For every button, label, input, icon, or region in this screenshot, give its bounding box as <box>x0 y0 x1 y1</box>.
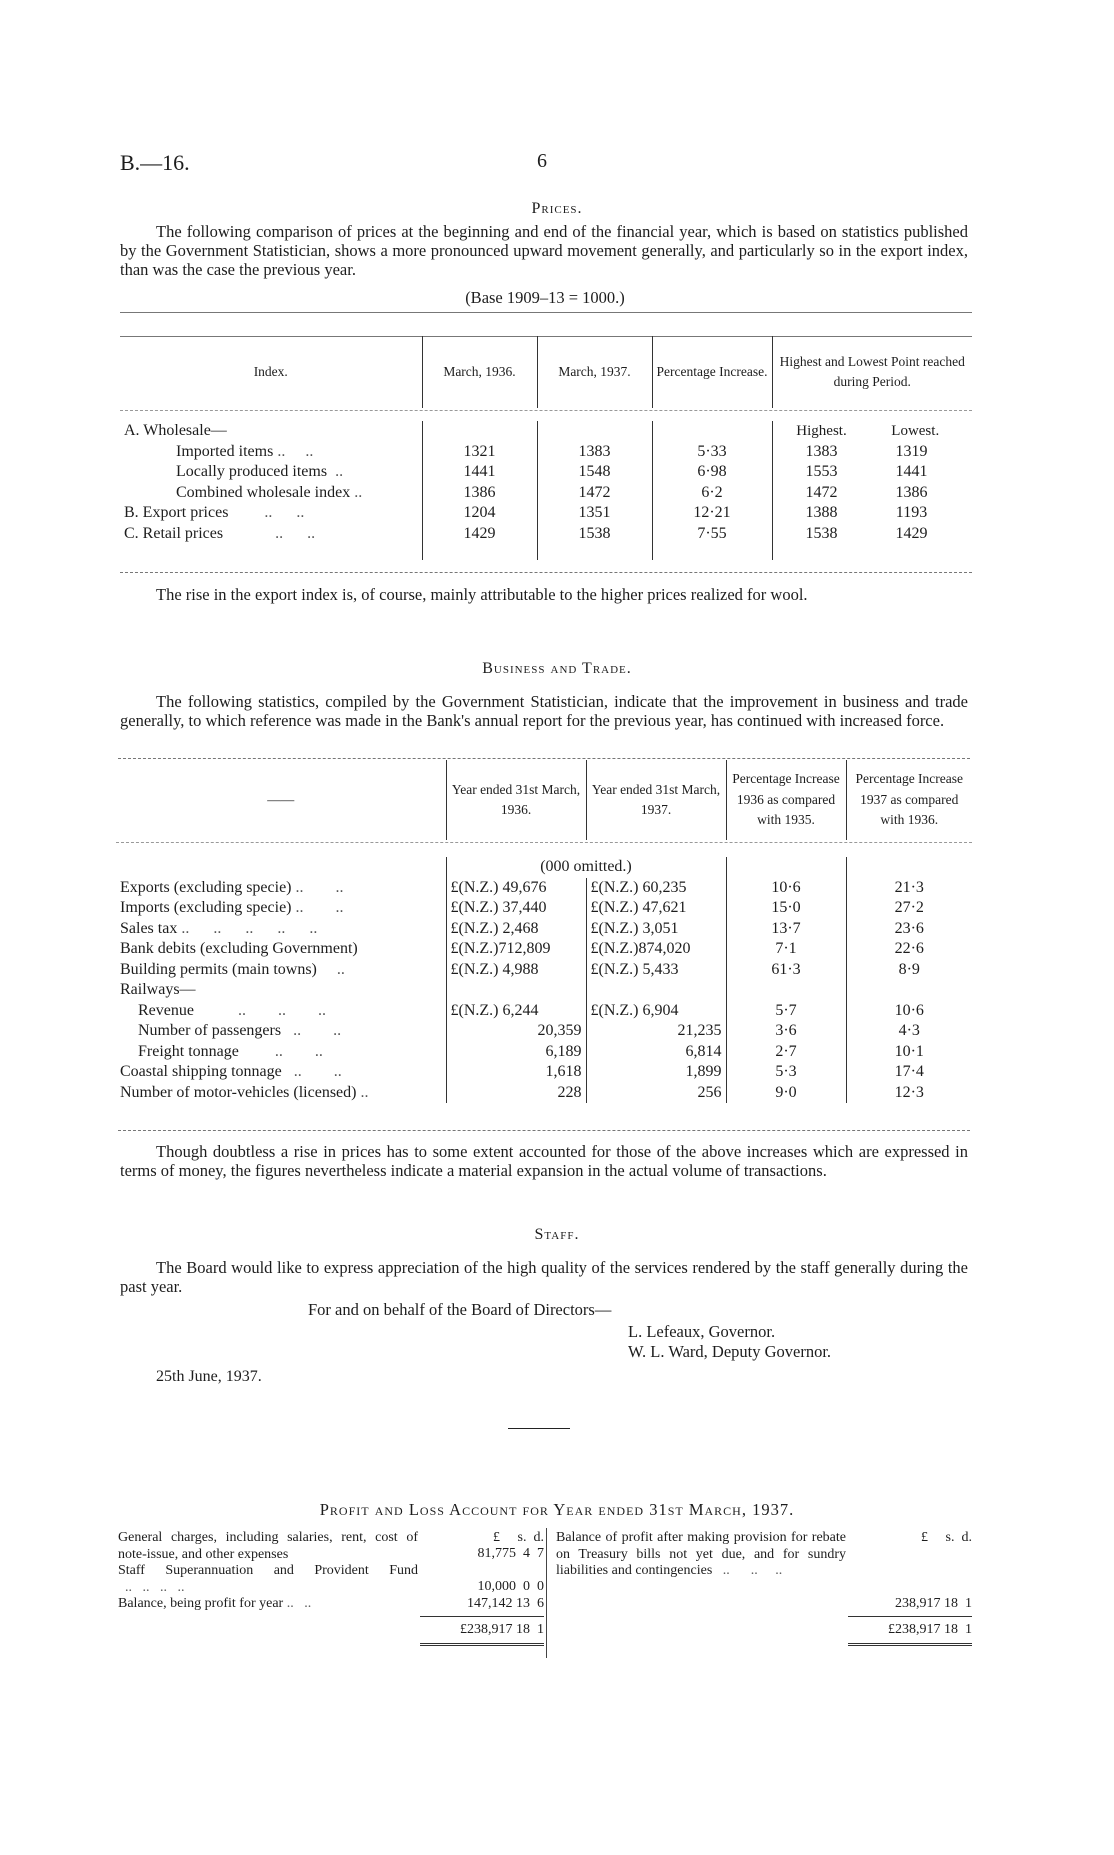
cell: 4·3 <box>846 1021 972 1042</box>
row-label: Coastal shipping tonnage <box>120 1063 282 1080</box>
pl-left-item: Staff Superannuation and Provident Fund .. .. .. .. <box>118 1563 418 1595</box>
table-row: Imports (excluding specie) .. .. £(N.Z.) 37,440 £(N.Z.) 47,621 15·0 27·2 <box>116 898 972 919</box>
cell: 1538 <box>805 524 838 542</box>
cell: £(N.Z.) 4,988 <box>446 960 586 981</box>
cell: 1429 <box>895 524 928 542</box>
report-date: 25th June, 1937. <box>156 1368 262 1385</box>
cell: 256 <box>586 1083 726 1104</box>
table-row: Imported items .. .. 1321 1383 5·33 1383 1319 <box>120 442 972 463</box>
col-pct-1937: Percentage Increase 1937 as compared with 1936. <box>846 760 972 840</box>
cell: 10·1 <box>846 1042 972 1063</box>
cell: 20,359 <box>446 1021 586 1042</box>
table-row: C. Retail prices .. .. 1429 1538 7·55 1538 1429 <box>120 524 972 545</box>
col-year-1936: Year ended 31st March, 1936. <box>446 760 586 840</box>
cell: 12·21 <box>652 503 772 524</box>
row-label: Revenue <box>138 1001 194 1019</box>
row-label: Locally produced items <box>176 463 328 480</box>
col-march-1936: March, 1936. <box>422 336 537 408</box>
col-blank: —— <box>267 791 295 807</box>
prices-table <box>120 336 972 560</box>
cell: 27·2 <box>846 898 972 919</box>
pl-divider <box>546 1528 548 1658</box>
col-highest-lowest: Highest and Lowest Point reached during Period. <box>772 336 972 408</box>
pl-left-total-rule <box>420 1643 544 1646</box>
group-railways: Railways— <box>120 981 196 998</box>
page-number: 6 <box>537 150 547 172</box>
row-label: Combined wholesale index <box>176 483 351 501</box>
row-label: B. Export prices <box>124 504 229 521</box>
cell: 228 <box>446 1083 586 1104</box>
cell: 1383 <box>805 442 838 460</box>
cell: 1351 <box>537 503 652 524</box>
pl-right-amount: 238,917 18 1 <box>895 1596 972 1611</box>
row-label: Bank debits (excluding Government) <box>120 940 358 957</box>
row-label: Exports (excluding specie) <box>120 878 292 896</box>
cell: 1386 <box>422 483 537 504</box>
cell: 1441 <box>895 463 928 480</box>
business-note: Though doubtless a rise in prices has to some extent accounted for those of the above increases which are expressed in terms of money, the figures nevertheless indicate a material expansion in the actual volume of transactions. <box>120 1142 968 1180</box>
cell: £(N.Z.) 3,051 <box>586 919 726 940</box>
col-index: Index. <box>253 363 288 379</box>
cell: 21·3 <box>846 878 972 899</box>
row-label: Number of passengers <box>138 1022 282 1039</box>
cell: 1321 <box>422 442 537 463</box>
cell: 17·4 <box>846 1062 972 1083</box>
pl-right-item: Balance of profit after making provision for rebate on Treasury bills not yet due, and for sundry liabilities and contingencies .. .. .. <box>556 1530 846 1578</box>
signature-governor: L. Lefeaux, Governor. <box>628 1322 776 1341</box>
table-row: Number of motor-vehicles (licensed) .. 228 256 9·0 12·3 <box>116 1083 972 1104</box>
cell: 5·3 <box>726 1062 846 1083</box>
group-wholesale: A. Wholesale— <box>124 422 227 439</box>
table-row: Building permits (main towns) .. £(N.Z.) 4,988 £(N.Z.) 5,433 61·3 8·9 <box>116 960 972 981</box>
row-label: Freight tonnage <box>138 1042 239 1060</box>
pl-left-item <box>118 1530 418 1563</box>
prices-note: The rise in the export index is, of course, mainly attributable to the higher prices realized for wool. <box>156 585 808 604</box>
cell: £(N.Z.) 6,904 <box>586 1001 726 1022</box>
cell: 1,899 <box>586 1062 726 1083</box>
cell: 1441 <box>422 462 537 483</box>
signature-deputy-governor: W. L. Ward, Deputy Governor. <box>628 1342 832 1361</box>
cell: £(N.Z.) 37,440 <box>446 898 586 919</box>
row-label: Number of motor-vehicles (licensed) <box>120 1083 357 1101</box>
pl-left-amount: 147,142 13 6 <box>467 1596 544 1611</box>
row-label: C. Retail prices <box>124 524 224 542</box>
col-pct-1936: Percentage Increase 1936 as compared with 1935. <box>726 760 846 840</box>
cell: 7·1 <box>726 939 846 960</box>
cell: 10·6 <box>846 1001 972 1022</box>
pl-right-total: £238,917 18 1 <box>888 1622 972 1637</box>
pl-right-label: Balance of profit after making provision for rebate on Treasury bills not yet due, and for sundry liabilities and contingencies <box>556 1530 846 1578</box>
cell: 1548 <box>537 462 652 483</box>
pl-currency-head-right: £ s. d. <box>921 1530 972 1545</box>
pl-left-amount: 10,000 0 0 <box>477 1579 544 1594</box>
pl-left-amount: 81,775 4 7 <box>477 1546 544 1561</box>
cell: 1553 <box>805 463 838 480</box>
sub-col-lowest: Lowest. <box>891 423 940 439</box>
cell: £(N.Z.) 49,676 <box>446 878 586 899</box>
row-label: Imported items <box>176 442 274 460</box>
document-reference: B.—16. <box>120 150 190 175</box>
business-top-rule <box>118 758 970 759</box>
cell: 12·3 <box>846 1083 972 1104</box>
table-row <box>116 939 972 960</box>
col-year-1937: Year ended 31st March, 1937. <box>586 760 726 840</box>
cell: 1472 <box>805 483 838 501</box>
cell: 1383 <box>537 442 652 463</box>
table-row: Sales tax .. .. .. .. .. £(N.Z.) 2,468 £(N.Z.) 3,051 13·7 23·6 <box>116 919 972 940</box>
pl-title: Profit and Loss Account for Year ended 31st March, 1937. <box>319 1500 795 1519</box>
prices-top-rule <box>120 312 972 313</box>
cell: 5·7 <box>726 1001 846 1022</box>
cell: 3·6 <box>726 1021 846 1042</box>
cell: 1319 <box>895 442 928 460</box>
cell: 1,618 <box>446 1062 586 1083</box>
row-label: Sales tax <box>120 919 178 937</box>
cell: 61·3 <box>726 960 846 981</box>
table-row: Exports (excluding specie) .. .. £(N.Z.) 49,676 £(N.Z.) 60,235 10·6 21·3 <box>116 878 972 899</box>
pl-left-subtotal-rule <box>420 1616 544 1617</box>
omitted-note: (000 omitted.) <box>446 857 726 878</box>
table-row: Number of passengers .. .. 20,359 21,235 3·6 4·3 <box>116 1021 972 1042</box>
staff-title: Staff. <box>534 1226 580 1243</box>
cell: £(N.Z.) 6,244 <box>446 1001 586 1022</box>
cell: 23·6 <box>846 919 972 940</box>
cell: 1538 <box>537 524 652 545</box>
cell: 22·6 <box>846 939 972 960</box>
pl-left-label: General charges, including salaries, rent, cost of note-issue, and other expenses <box>118 1530 418 1562</box>
cell: 5·33 <box>652 442 772 463</box>
cell: £(N.Z.)712,809 <box>446 939 586 960</box>
cell: 1193 <box>895 504 928 521</box>
prices-base: (Base 1909–13 = 1000.) <box>465 288 625 307</box>
sub-col-highest: Highest. <box>796 423 847 439</box>
table-row: Locally produced items .. 1441 1548 6·98 1553 1441 <box>120 462 972 483</box>
pl-left-total: £238,917 18 1 <box>460 1622 544 1637</box>
prices-intro: The following comparison of prices at the beginning and end of the financial year, which is based on statistics published by the Government Statistician, shows a more pronounced upward movement generally, and particularly so in the export index, than was the case the previous year. <box>120 222 968 279</box>
cell: 1472 <box>537 483 652 504</box>
pl-left-item: Balance, being profit for year .. .. <box>118 1596 312 1611</box>
cell: 15·0 <box>726 898 846 919</box>
col-percentage-increase: Percentage Increase. <box>652 336 772 408</box>
cell: 2·7 <box>726 1042 846 1063</box>
cell: 6·98 <box>652 462 772 483</box>
pl-left-label: Balance, being profit for year <box>118 1596 284 1611</box>
pl-right-total-rule <box>848 1643 972 1646</box>
cell: 13·7 <box>726 919 846 940</box>
cell: £(N.Z.) 60,235 <box>586 878 726 899</box>
staff-text: The Board would like to express appreciation of the high quality of the services rendered by the staff generally during the past year. <box>120 1258 968 1296</box>
cell: 1386 <box>895 483 928 501</box>
cell: 1204 <box>422 503 537 524</box>
cell: £(N.Z.) 5,433 <box>586 960 726 981</box>
cell: 1388 <box>805 504 838 521</box>
prices-title: Prices. <box>531 200 583 217</box>
table-row: Revenue .. .. .. £(N.Z.) 6,244 £(N.Z.) 6,904 5·7 10·6 <box>116 1001 972 1022</box>
cell: 9·0 <box>726 1083 846 1104</box>
business-bottom-rule <box>118 1130 970 1131</box>
separator-rule <box>508 1428 570 1429</box>
cell: 6·2 <box>652 483 772 504</box>
behalf-line: For and on behalf of the Board of Directors— <box>308 1300 612 1319</box>
pl-left-label: Staff Superannuation and Provident Fund <box>118 1563 418 1578</box>
cell: 1429 <box>422 524 537 545</box>
business-table <box>116 760 972 1103</box>
table-row: Freight tonnage .. .. 6,189 6,814 2·7 10·1 <box>116 1042 972 1063</box>
col-march-1937: March, 1937. <box>537 336 652 408</box>
cell: £(N.Z.) 2,468 <box>446 919 586 940</box>
cell: £(N.Z.)874,020 <box>586 939 726 960</box>
table-row: Combined wholesale index .. 1386 1472 6·2 1472 1386 <box>120 483 972 504</box>
table-row: Coastal shipping tonnage .. .. 1,618 1,899 5·3 17·4 <box>116 1062 972 1083</box>
business-title: Business and Trade. <box>482 660 632 677</box>
row-label: Building permits (main towns) <box>120 960 317 978</box>
prices-bottom-rule <box>120 572 972 573</box>
table-row: B. Export prices .. .. 1204 1351 12·21 1388 1193 <box>120 503 972 524</box>
cell: 7·55 <box>652 524 772 545</box>
cell: £(N.Z.) 47,621 <box>586 898 726 919</box>
cell: 8·9 <box>846 960 972 981</box>
pl-right-subtotal-rule <box>848 1616 972 1617</box>
cell: 6,814 <box>586 1042 726 1063</box>
cell: 6,189 <box>446 1042 586 1063</box>
cell: 21,235 <box>586 1021 726 1042</box>
row-label: Imports (excluding specie) <box>120 899 292 916</box>
business-intro: The following statistics, compiled by the Government Statistician, indicate that the improvement in business and trade generally, to which reference was made in the Bank's annual report for the previous year, has continued with increased force. <box>120 692 968 730</box>
pl-currency-head-left: £ s. d. <box>493 1530 544 1545</box>
cell: 10·6 <box>726 878 846 899</box>
